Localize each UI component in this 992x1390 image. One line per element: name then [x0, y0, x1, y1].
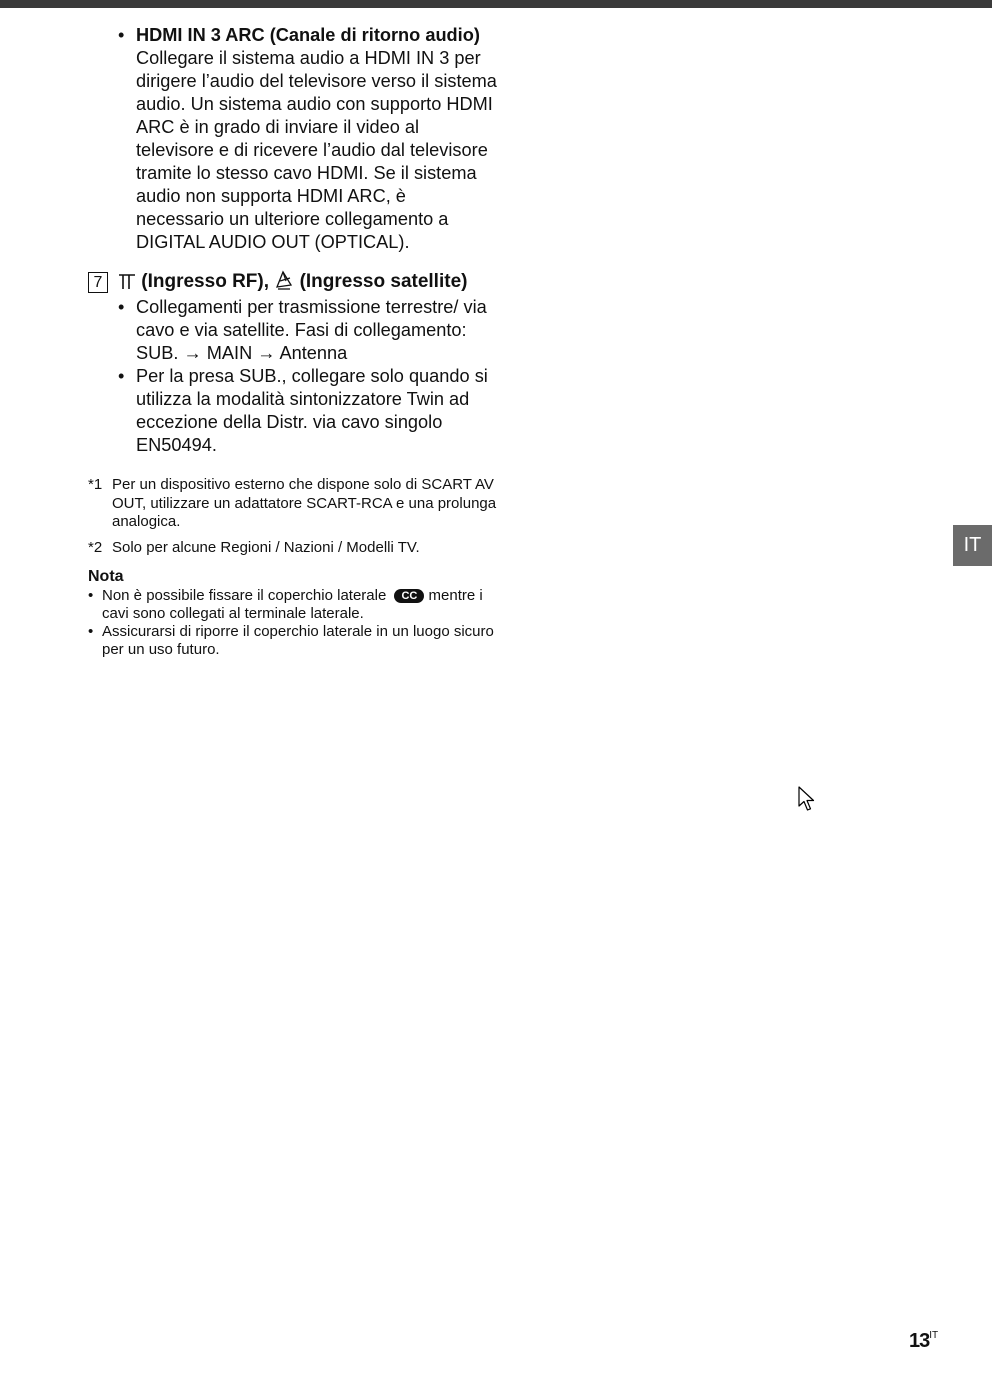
- satellite-dish-icon: [274, 270, 294, 290]
- nota-title: Nota: [88, 568, 124, 585]
- language-tab: IT: [953, 525, 992, 566]
- footnote-1: *1 Per un dispositivo esterno che dispone solo di SCART AV OUT, utilizzare un adattatore SCART-RCA e una prolunga analogica.: [88, 476, 497, 530]
- bullet: •: [118, 25, 125, 45]
- top-bar: [0, 0, 992, 8]
- page-number: $13^{IT}$: [909, 1330, 939, 1352]
- nota-section: [88, 567, 498, 659]
- section-7: [88, 270, 498, 457]
- hdmi-arc-item: [88, 24, 498, 254]
- hdmi-arc-title: HDMI IN 3 ARC (Canale di ritorno audio): [136, 25, 480, 45]
- satellite-input-label: (Ingresso satellite): [299, 271, 468, 292]
- list-item: • Per la presa SUB., collegare solo quando si utilizza la modalità sintonizzatore Twin ad eccezione della Distr. via cavo singolo EN50494.: [118, 366, 488, 455]
- list-item: • Non è possibile fissare il coperchio laterale CC mentre i cavi sono collegati al terminale laterale.: [88, 587, 483, 622]
- mouse-cursor-icon: [798, 786, 816, 812]
- footnotes: [88, 476, 498, 557]
- list-item: • Collegamenti per trasmissione terrestre/ via cavo e via satellite. Fasi di collegamento: SUB. → MAIN → Antenna: [118, 297, 487, 363]
- section-number-box: 7: [88, 272, 108, 293]
- section-7-bullets: [88, 296, 498, 457]
- hdmi-arc-body: Collegare il sistema audio a HDMI IN 3 per dirigere l’audio del televisore verso il sistema audio. Un sistema audio con supporto HDMI ARC è in grado di inviare il video al televisore e di ricevere l’audio dal televisore tramite lo stesso cavo HDMI. Se il sistema audio non supporta HDMI ARC, è necessario un ulteriore collegamento a DIGITAL AUDIO OUT (OPTICAL).: [136, 48, 497, 252]
- rf-input-label: (Ingresso RF),: [141, 271, 270, 292]
- section-7-heading: [88, 270, 498, 294]
- list-item: • Assicurarsi di riporre il coperchio laterale in un luogo sicuro per un uso futuro.: [88, 623, 494, 658]
- rf-antenna-icon: [118, 272, 136, 290]
- footnote-2: *2 Solo per alcune Regioni / Nazioni / Modelli TV.: [88, 538, 420, 556]
- cc-badge-icon: CC: [394, 589, 424, 603]
- main-column: [88, 24, 498, 659]
